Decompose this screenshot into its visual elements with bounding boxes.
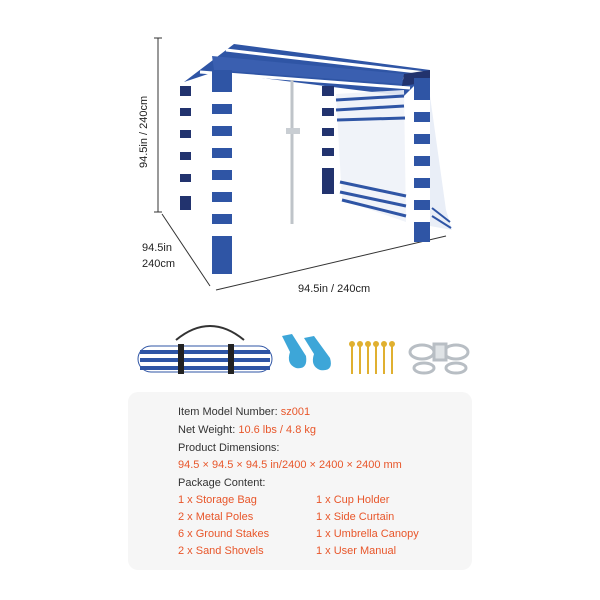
weight-label: Net Weight: [178, 424, 236, 436]
package-item: 2 x Metal Poles [178, 511, 254, 523]
package-item: 6 x Ground Stakes [178, 528, 270, 540]
package-item: 1 x User Manual [316, 545, 397, 557]
ground-stakes [352, 344, 392, 374]
dimensions-value: 94.5 × 94.5 × 94.5 in/2400 × 2400 × 2400 mm [178, 459, 402, 471]
package-item: 1 x Cup Holder [316, 494, 390, 506]
package-item: 1 x Side Curtain [316, 511, 395, 523]
model-value: sz001 [280, 406, 311, 418]
net-weight [178, 424, 316, 436]
depth-label-in: 94.5in [142, 242, 172, 254]
cup-holder [410, 344, 468, 373]
width-dimension-line [216, 236, 446, 290]
width-label: 94.5in / 240cm [298, 283, 371, 295]
sand-shovels [282, 334, 331, 370]
storage-bag [138, 326, 272, 374]
weight-value: 10.6 lbs / 4.8 kg [238, 424, 317, 436]
model-label: Item Model Number: [178, 406, 278, 418]
depth-label-cm: 240cm [142, 258, 176, 270]
package-item: 2 x Sand Shovels [178, 545, 264, 557]
spec-card [128, 392, 472, 570]
canopy-tent [180, 44, 452, 274]
dimensions-label: Product Dimensions: [178, 442, 280, 454]
height-dimension-line [154, 38, 162, 212]
height-label: 94.5in / 240cm [138, 95, 150, 168]
model-number [178, 406, 310, 418]
package-item: 1 x Storage Bag [178, 494, 257, 506]
package-item: 1 x Umbrella Canopy [316, 528, 419, 540]
package-label: Package Content: [178, 477, 266, 489]
